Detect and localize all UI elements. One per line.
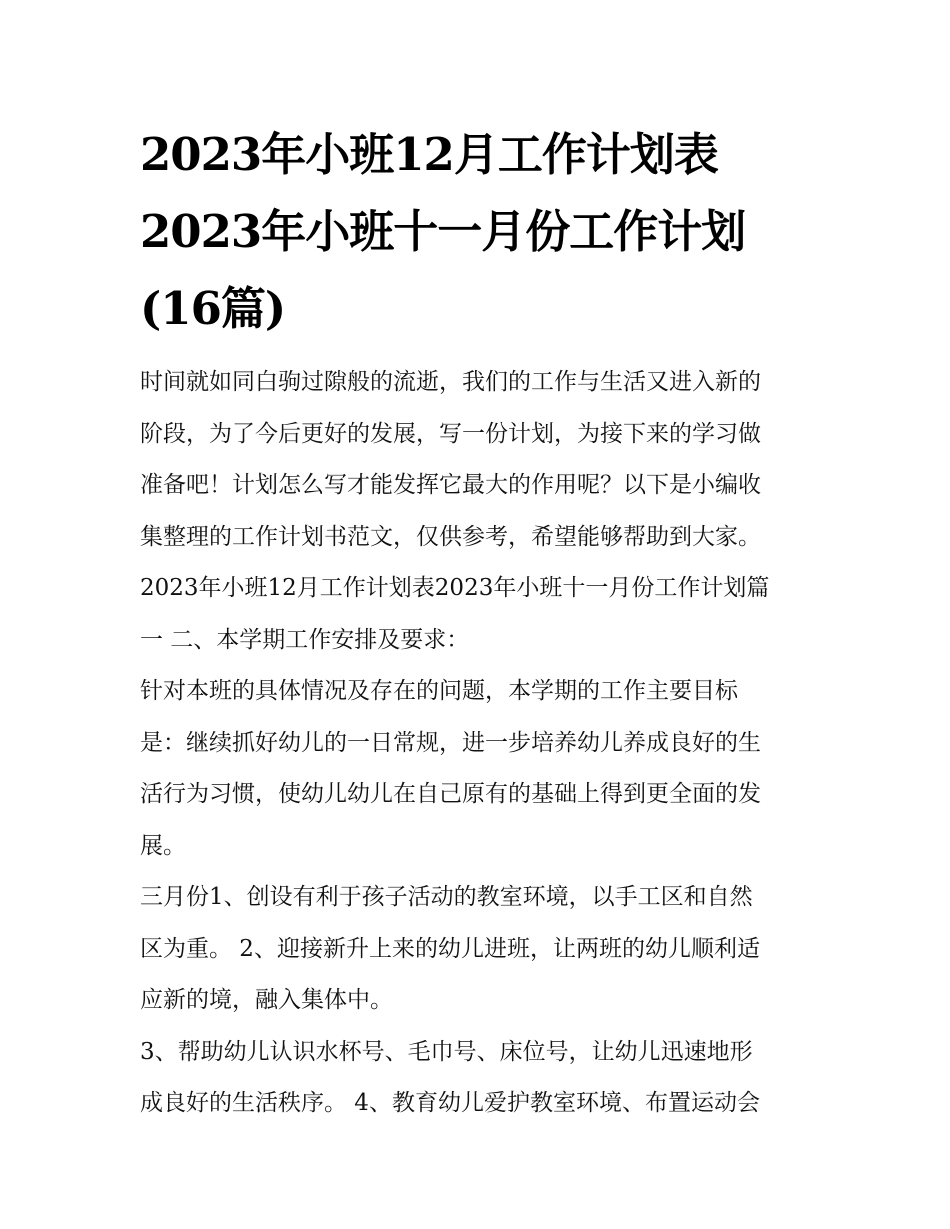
body-line: 准备吧！计划怎么写才能发挥它最大的作用呢？以下是小编收 xyxy=(140,472,761,498)
body-line: 区为重。 2、迎接新升上来的幼儿进班，让两班的幼儿顺利适 xyxy=(140,935,760,962)
body-line: 活行为习惯，使幼儿幼儿在自己原有的基础上得到更全面的发 xyxy=(140,781,761,807)
document-title xyxy=(140,116,820,347)
body-line: 成良好的生活秩序。 4、教育幼儿爱护教室环境、布置运动会 xyxy=(140,1090,760,1116)
body-line: 一 二、本学期工作安排及要求： xyxy=(140,626,470,653)
body-line: 时间就如同白驹过隙般的流逝，我们的工作与生活又进入新的 xyxy=(140,369,761,395)
title-line: 2023年小班十一月份工作计划 xyxy=(140,205,746,258)
title-line: (16篇) xyxy=(140,282,286,335)
body-line: 展。 xyxy=(140,832,186,859)
body-line: 三月份1、创设有利于孩子活动的教室环境，以手工区和自然 xyxy=(140,884,753,910)
body-line: 应新的境，融入集体中。 xyxy=(140,987,393,1013)
body-line: 2023年小班12月工作计划表2023年小班十一月份工作计划篇 xyxy=(140,575,770,601)
document-body xyxy=(140,357,820,1130)
body-line: 集整理的工作计划书范文，仅供参考，希望能够帮助到大家。 xyxy=(140,523,761,550)
body-line: 3、帮助幼儿认识水杯号、毛巾号、床位号，让幼儿迅速地形 xyxy=(140,1038,753,1065)
body-line: 阶段，为了今后更好的发展，写一份计划，为接下来的学习做 xyxy=(140,420,761,447)
title-line: 2023年小班12月工作计划表 xyxy=(140,128,718,181)
body-line: 是：继续抓好幼儿的一日常规，进一步培养幼儿养成良好的生 xyxy=(140,729,761,756)
body-line: 针对本班的具体情况及存在的问题，本学期的工作主要目标 xyxy=(140,678,738,704)
